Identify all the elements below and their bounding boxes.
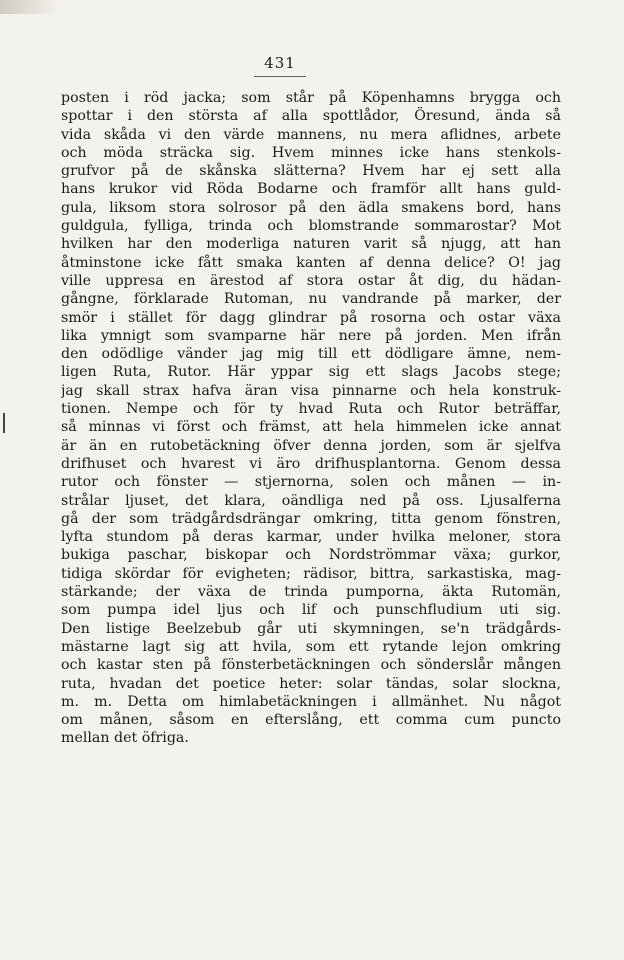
text-line: åtminstone icke fått smaka kanten af denna delice? O! jag <box>61 254 561 271</box>
text-line: lika ymnigt som svamparne här nere på jorden. Men ifrån <box>61 327 561 344</box>
text-line: är än en rutobetäckning öfver denna jorden, som är sjelfva <box>61 437 561 454</box>
text-line: lyfta stundom på deras karmar, under hvilka meloner, stora <box>61 529 561 546</box>
text-line: m. m. Detta om himlabetäckningen i allmänhet. Nu något <box>61 693 561 710</box>
text-line: och kastar sten på fönsterbetäckningen och sönderslår mången <box>61 657 561 674</box>
text-line: hvilken har den moderliga naturen varit så njugg, att han <box>61 236 561 253</box>
text-line: stärkande; der växa de trinda pumporna, äkta Rutomän, <box>61 584 561 601</box>
header-rule <box>254 76 306 77</box>
text-line: grufvor på de skånska slätterna? Hvem har ej sett alla <box>61 163 561 180</box>
body-text <box>61 89 561 748</box>
text-line: ruta, hvadan det poetice heter: solar tändas, solar slockna, <box>61 675 561 692</box>
text-line: den odödlige vänder jag mig till ett dödligare ämne, nem- <box>61 346 561 363</box>
text-line: mästarne lagt sig att hvila, som ett rytande lejon omkring <box>61 638 561 655</box>
text-line: gå der som trädgårdsdrängar omkring, titta genom fönstren, <box>61 510 561 527</box>
scan-corner-shade <box>0 0 60 14</box>
text-line: spottar i den största af alla spottlådor, Öresund, ända så <box>61 108 561 125</box>
text-line: tionen. Nempe och för ty hvad Ruta och Rutor beträffar, <box>61 401 561 418</box>
margin-mark <box>3 413 5 433</box>
text-line: jag skall strax hafva äran visa pinnarne och hela konstruk- <box>61 382 561 399</box>
text-line: vida skåda vi den värde mannens, nu mera aflidnes, arbete <box>61 126 561 143</box>
text-line: gångne, förklarade Rutoman, nu vandrande på marker, der <box>61 291 561 308</box>
text-line: gula, liksom stora solrosor på den ädla smakens bord, hans <box>61 199 561 216</box>
text-line: guldgula, fylliga, trinda och blomstrande sommarostar? Mot <box>61 218 561 235</box>
text-line: ville uppresa en ärestod af stora ostar åt dig, du hädan- <box>61 272 561 289</box>
text-line: strålar ljuset, det klara, oändliga ned på oss. Ljusalferna <box>61 492 561 509</box>
text-line: och möda sträcka sig. Hvem minnes icke hans stenkols- <box>61 144 561 161</box>
text-line: om månen, såsom en efterslång, ett comma cum puncto <box>61 712 561 729</box>
text-line: tidiga skördar för evigheten; rädisor, bittra, sarkastiska, mag- <box>61 565 561 582</box>
page-number: 431 <box>264 54 296 72</box>
text-line: ligen Ruta, Rutor. Här yppar sig ett slags Jacobs stege; <box>61 364 561 381</box>
text-line: mellan det öfriga. <box>61 730 189 747</box>
text-line: posten i röd jacka; som står på Köpenhamns brygga och <box>61 90 561 106</box>
text-line: Den listige Beelzebub går uti skymningen, se'n trädgårds- <box>61 620 561 637</box>
text-line: som pumpa idel ljus och lif och punschfludium uti sig. <box>61 602 561 619</box>
text-line: smör i stället för dagg glindrar på rosorna och ostar växa <box>61 309 561 326</box>
text-line: bukiga paschar, biskopar och Nordströmmar växa; gurkor, <box>61 547 561 564</box>
text-line: rutor och fönster — stjernorna, solen och månen — in- <box>61 474 561 491</box>
text-line: så minnas vi först och främst, att hela himmelen icke annat <box>61 419 561 436</box>
text-line: drifhuset och hvarest vi äro drifhusplantorna. Genom dessa <box>61 455 561 472</box>
text-line: hans krukor vid Röda Bodarne och framför allt hans guld- <box>61 181 561 198</box>
